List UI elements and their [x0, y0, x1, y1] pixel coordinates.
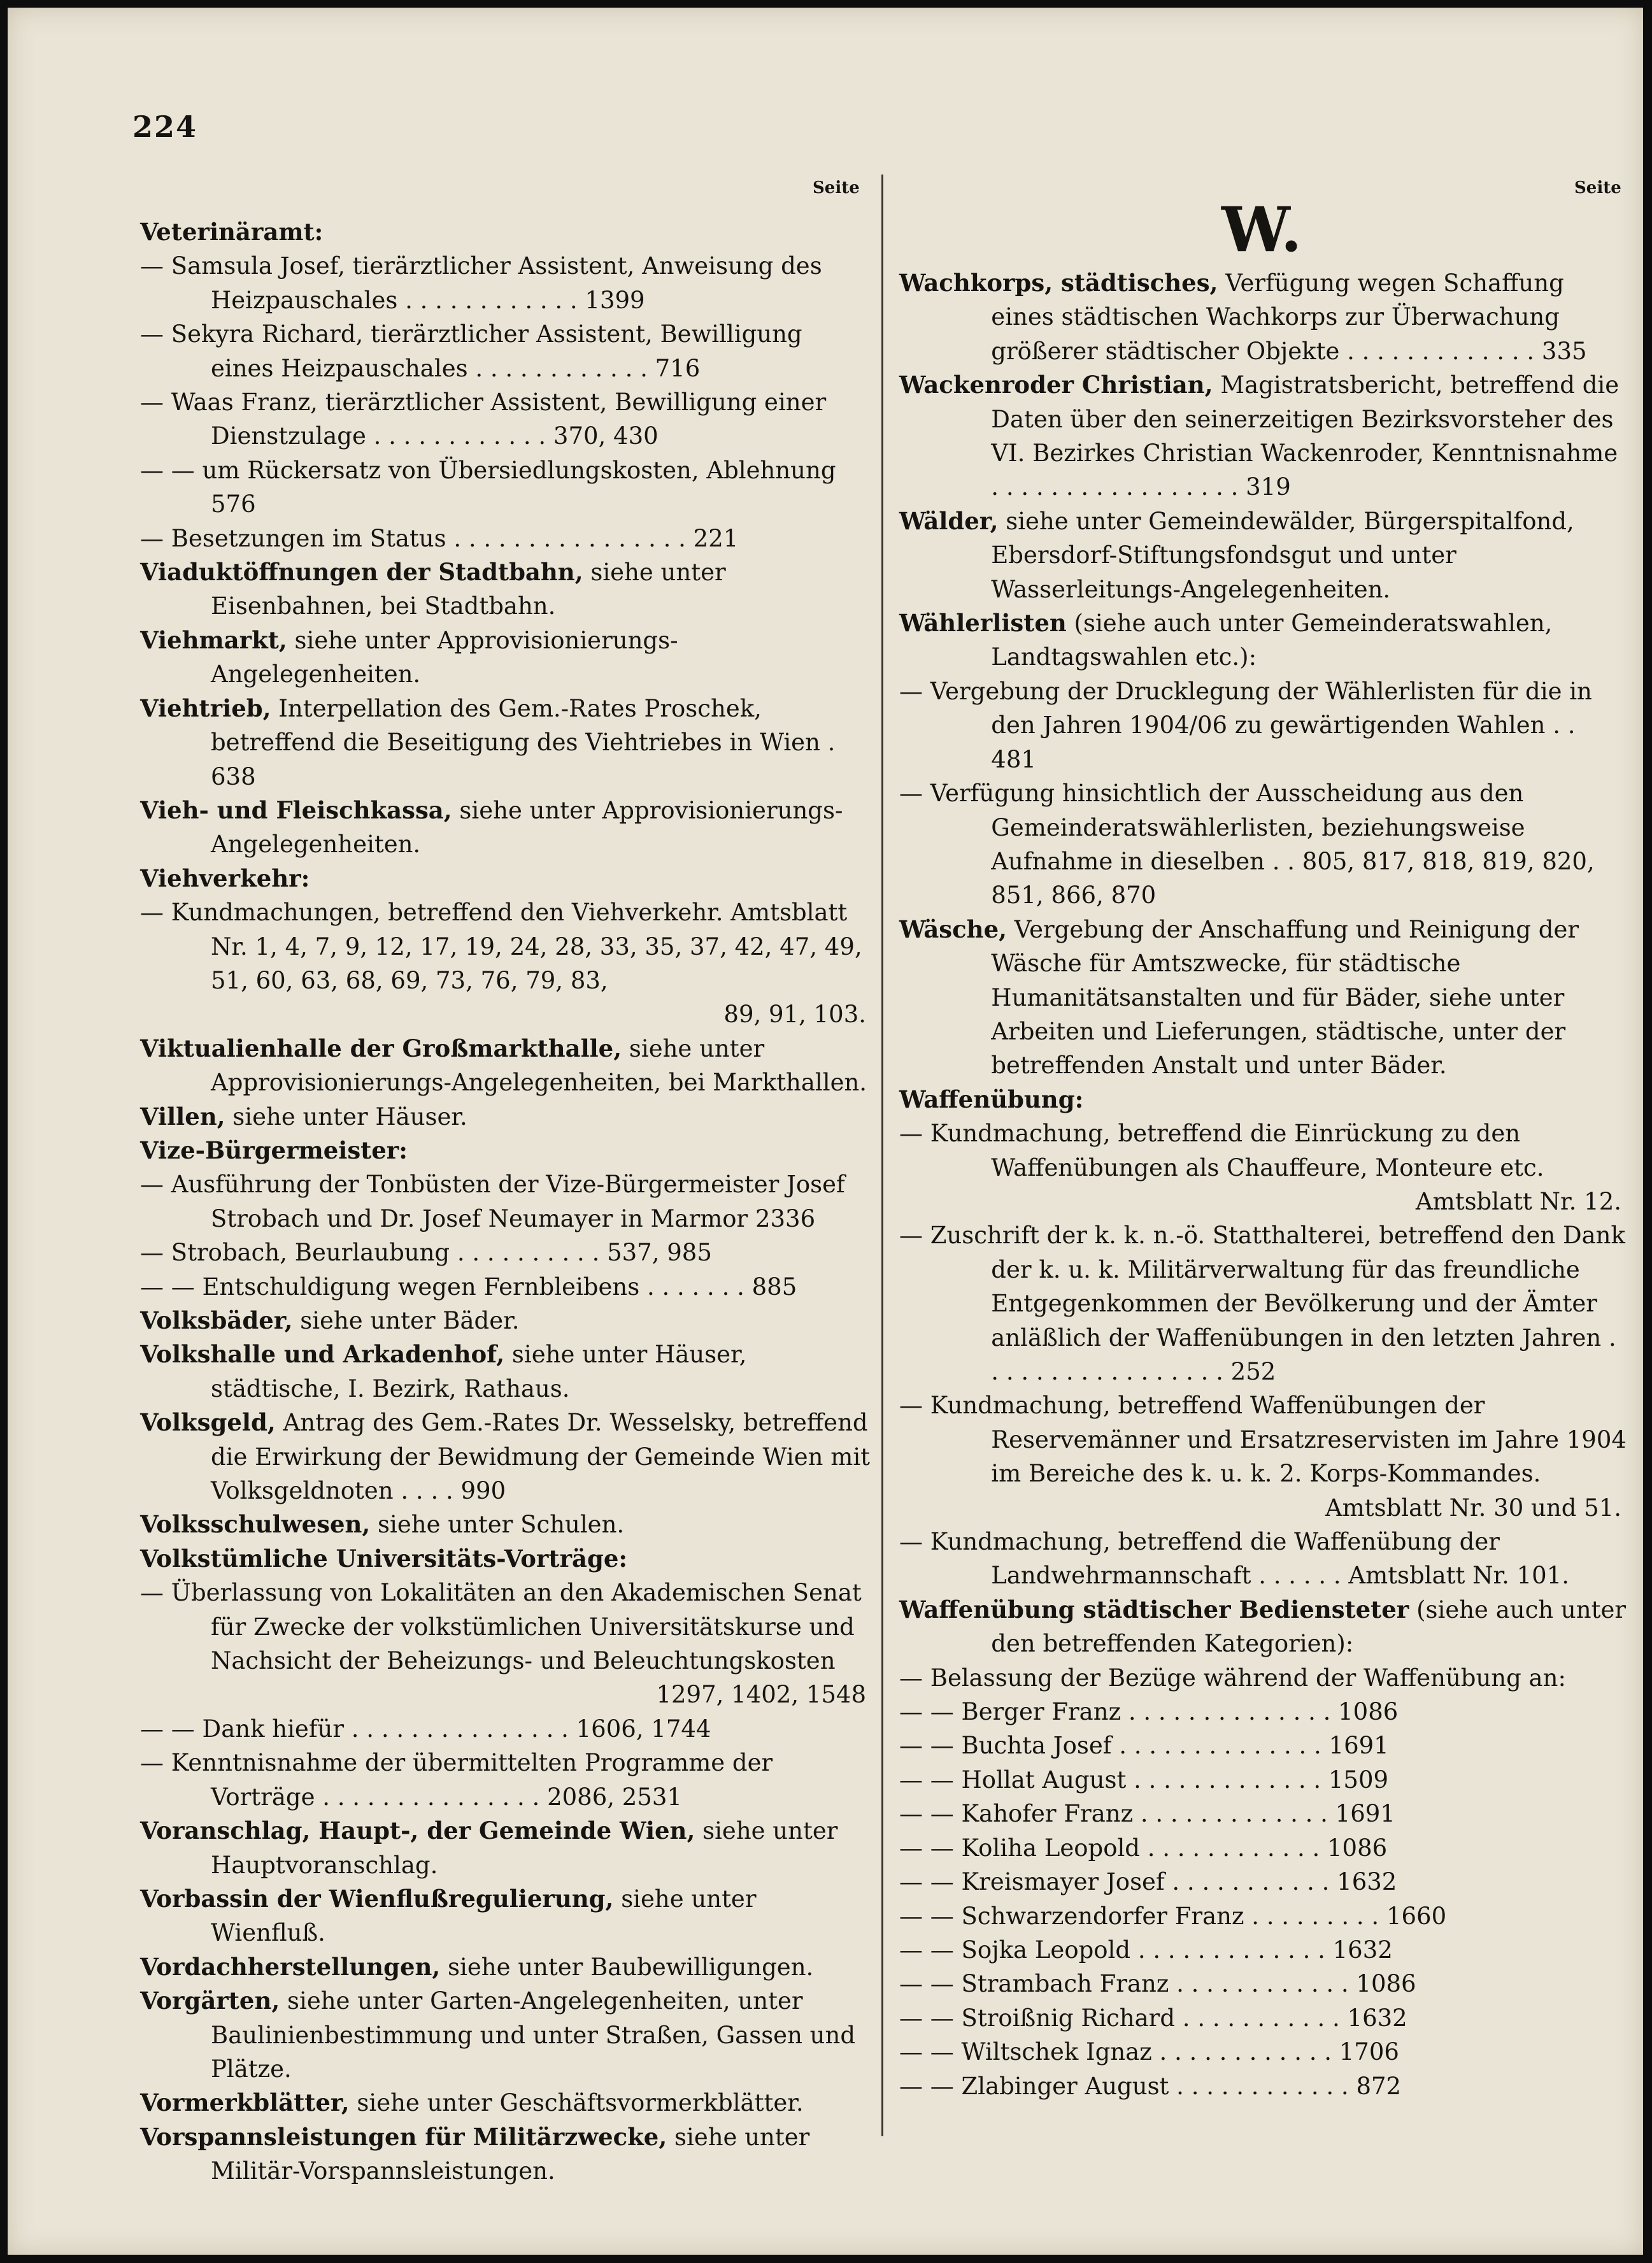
- entry-heading: Wählerlisten: [899, 609, 1067, 638]
- entry-text: siehe unter Militär-Vorspannsleistungen.: [211, 2123, 810, 2185]
- index-subentry: — Kundmachung, betreffend Waffenübungen der Reservemänner und Ersatzreservisten im Jahre 1904 im Bereiche des k. u. k. 2. Korps-Kommandes.: [899, 1392, 1627, 1488]
- index-entry: [140, 1882, 871, 1950]
- index-subentry: — — Wiltschek Ignaz . . . . . . . . . . . . 1706: [899, 2038, 1399, 2066]
- index-entry: [899, 266, 1627, 368]
- entry-text: siehe unter Häuser.: [225, 1103, 467, 1131]
- index-entry: [899, 606, 1627, 675]
- index-subentry: — — Stroißnig Richard . . . . . . . . . . . 1632: [899, 2004, 1407, 2032]
- entry-text: (siehe auch unter den betreffenden Kategorien):: [991, 1596, 1627, 1658]
- page-scan: [8, 8, 1643, 2255]
- index-entry: [140, 1032, 871, 1100]
- index-entry: [140, 1304, 871, 1338]
- index-section-heading: [899, 1083, 1627, 1117]
- index-entry: [140, 1338, 871, 1406]
- entry-text: siehe unter Geschäftsvormerkblätter.: [349, 2089, 804, 2117]
- section-letter: W.: [1221, 194, 1302, 266]
- index-entry: [140, 692, 871, 794]
- entry-heading: Voranschlag, Haupt-, der Gemeinde Wien,: [140, 1817, 695, 1845]
- index-subentry: — Sekyra Richard, tierärztlicher Assistent, Bewilligung eines Heizpauschales . . . . . . . . . . . . 716: [140, 320, 802, 382]
- entry-heading: Veterinäramt:: [140, 218, 324, 246]
- index-entry: [899, 913, 1627, 1083]
- entry-heading: Volksgeld,: [140, 1408, 276, 1437]
- index-entry: [140, 2086, 871, 2120]
- entry-text: Vergebung der Anschaffung und Reinigung der Wäsche für Amtszwecke, für städtische Humanitätsanstalten und für Bäder, siehe unter Arbeiten und Lieferungen, städtische, unter der betreffenden Anstalt und unter Bäder.: [991, 915, 1579, 1080]
- entry-heading: Vordachherstellungen,: [140, 1952, 441, 1981]
- index-continuation: 1297, 1402, 1548: [656, 1681, 866, 1709]
- index-subentry: — — Schwarzendorfer Franz . . . . . . . . . 1660: [899, 1902, 1447, 1930]
- index-entry: [140, 1508, 871, 1541]
- index-subentry: — Samsula Josef, tierärztlicher Assistent, Anweisung des Heizpauschales . . . . . . . . . . . . 1399: [140, 252, 822, 314]
- entry-text: Magistratsbericht, betreffend die Daten über den seinerzeitigen Bezirksvorsteher des VI. Bezirkes Christian Wackenroder, Kenntnisnahme . . . . . . . . . . . . . . . . . 319: [991, 371, 1620, 501]
- entry-heading: Viehmarkt,: [140, 625, 287, 654]
- index-subentry: — — Koliha Leopold . . . . . . . . . . . . 1086: [899, 1834, 1388, 1862]
- index-subentry: — Kundmachungen, betreffend den Viehverkehr. Amtsblatt Nr. 1, 4, 7, 9, 12, 17, 19, 24, 28, 33, 35, 37, 42, 47, 49, 51, 60, 63, 68, 69, 73, 76, 79, 83,: [140, 899, 862, 994]
- entry-heading: Viktualienhalle der Großmarkthalle,: [140, 1034, 622, 1062]
- index-subentry: — Zuschrift der k. k. n.-ö. Statthalterei, betreffend den Dank der k. u. k. Militärverwaltung für das freundliche Entgegenkommen der Bevölkerung und der Ämter anläßlich der Waffenübungen in den letzten Jahren . . . . . . . . . . . . . . . . . 252: [899, 1222, 1625, 1385]
- entry-text: siehe unter Garten-Angelegenheiten, unter Baulinienbestimmung und unter Straßen, Gassen und Plätze.: [211, 1987, 856, 2083]
- index-subentry: — — Strambach Franz . . . . . . . . . . . . 1086: [899, 1970, 1416, 1998]
- entry-text: siehe unter Bäder.: [292, 1307, 520, 1334]
- entry-text: siehe unter Wienfluß.: [211, 1885, 757, 1947]
- index-entry: [140, 2120, 871, 2188]
- entry-heading: Waffenübung:: [899, 1085, 1084, 1113]
- entry-heading: Vieh- und Fleischkassa,: [140, 796, 452, 824]
- index-section-heading: [140, 862, 871, 896]
- right-column: [899, 266, 1627, 2103]
- left-column: [140, 215, 871, 2188]
- entry-heading: Volkshalle und Arkadenhof,: [140, 1340, 505, 1369]
- index-subentry: — — Kahofer Franz . . . . . . . . . . . . . 1691: [899, 1800, 1395, 1828]
- index-subentry: — — Buchta Josef . . . . . . . . . . . . . . 1691: [899, 1732, 1389, 1760]
- entry-text: siehe unter Gemeindewälder, Bürgerspitalfond, Ebersdorf-Stiftungsfondsgut und unter Wasserleitungs-Angelegenheiten.: [991, 507, 1574, 603]
- index-subentry: — — Entschuldigung wegen Fernbleibens . . . . . . . 885: [140, 1273, 797, 1301]
- index-subentry: — — Hollat August . . . . . . . . . . . . . 1509: [899, 1766, 1389, 1794]
- index-subentry: — — um Rückersatz von Übersiedlungskosten, Ablehnung 576: [140, 456, 836, 518]
- entry-heading: Vormerkblätter,: [140, 2088, 350, 2117]
- entry-heading: Waffenübung städtischer Bediensteter: [899, 1595, 1409, 1624]
- entry-text: Verfügung wegen Schaffung eines städtischen Wachkorps zur Überwachung größerer städtischer Objekte . . . . . . . . . . . . . 335: [991, 269, 1587, 365]
- index-continuation: 89, 91, 103.: [723, 1001, 866, 1029]
- index-entry: [140, 1100, 871, 1134]
- entry-heading: Volksschulwesen,: [140, 1510, 371, 1539]
- index-entry: [140, 1406, 871, 1508]
- column-divider: [881, 175, 883, 2136]
- index-subentry: — Belassung der Bezüge während der Waffenübung an:: [899, 1664, 1566, 1692]
- entry-heading: Wälder,: [899, 506, 999, 535]
- index-section-heading: [140, 215, 871, 249]
- index-subentry: — Kenntnisnahme der übermittelten Programme der Vorträge . . . . . . . . . . . . . . . 2086, 2531: [140, 1749, 773, 1811]
- entry-heading: Volkstümliche Universitäts-Vorträge:: [140, 1544, 628, 1573]
- index-subentry: — Kundmachung, betreffend die Einrückung zu den Waffenübungen als Chauffeure, Monteure etc.: [899, 1120, 1544, 1181]
- index-entry: [140, 555, 871, 624]
- index-subentry: — — Zlabinger August . . . . . . . . . . . . 872: [899, 2072, 1402, 2100]
- index-entry: [140, 624, 871, 692]
- entry-heading: Viehtrieb,: [140, 694, 271, 722]
- entry-text: (siehe auch unter Gemeinderatswahlen, Landtagswahlen etc.):: [991, 610, 1553, 671]
- index-entry: [899, 368, 1627, 504]
- index-entry: [140, 1814, 871, 1882]
- entry-text: siehe unter Baubewilligungen.: [440, 1953, 814, 1981]
- entry-text: siehe unter Approvisionierungs-Angelegenheiten, bei Markthallen.: [211, 1034, 867, 1097]
- index-subentry: — — Berger Franz . . . . . . . . . . . . . . 1086: [899, 1698, 1399, 1726]
- entry-heading: Vorspannsleistungen für Militärzwecke,: [140, 2122, 667, 2151]
- entry-heading: Vorbassin der Wienflußregulierung,: [140, 1884, 614, 1913]
- index-entry: [140, 794, 871, 862]
- entry-heading: Viaduktöffnungen der Stadtbahn,: [140, 558, 583, 587]
- index-subentry: — — Kreismayer Josef . . . . . . . . . . . 1632: [899, 1868, 1397, 1896]
- entry-text: siehe unter Hauptvoranschlag.: [211, 1817, 838, 1879]
- entry-heading: Wäsche,: [899, 915, 1007, 943]
- index-section-heading: [140, 1542, 871, 1576]
- index-entry: [899, 504, 1627, 606]
- index-continuation: Amtsblatt Nr. 12.: [1415, 1187, 1621, 1215]
- index-subentry: — Vergebung der Drucklegung der Wählerlisten für die in den Jahren 1904/06 zu gewärtigenden Wahlen . . 481: [899, 677, 1592, 773]
- entry-text: Interpellation des Gem.-Rates Proschek, betreffend die Beseitigung des Viehtriebes in Wien . 638: [211, 694, 836, 790]
- entry-text: siehe unter Schulen.: [370, 1511, 625, 1539]
- index-subentry: — Waas Franz, tierärztlicher Assistent, Bewilligung einer Dienstzulage . . . . . . . . . . . . 370, 430: [140, 389, 827, 450]
- entry-text: siehe unter Eisenbahnen, bei Stadtbahn.: [211, 559, 726, 620]
- entry-heading: Villen,: [140, 1102, 225, 1131]
- index-section-heading: [140, 1134, 871, 1167]
- index-subentry: — Ausführung der Tonbüsten der Vize-Bürgermeister Josef Strobach und Dr. Josef Neumayer in Marmor 2336: [140, 1171, 845, 1232]
- entry-text: Antrag des Gem.-Rates Dr. Wesselsky, betreffend die Erwirkung der Bewidmung der Gemeinde Wien mit Volksgeldnoten . . . . 990: [211, 1409, 871, 1505]
- entry-heading: Vize-Bürgermeister:: [140, 1136, 408, 1164]
- index-subentry: — Verfügung hinsichtlich der Ausscheidung aus den Gemeinderatswählerlisten, beziehungsweise Aufnahme in dieselben . . 805, 817, 818, 819, 820, 851, 866, 870: [899, 780, 1595, 910]
- seite-label-right: Seite: [1574, 178, 1621, 197]
- index-subentry: — — Dank hiefür . . . . . . . . . . . . . . . 1606, 1744: [140, 1715, 711, 1743]
- seite-label-left: Seite: [813, 178, 860, 197]
- entry-heading: Wachkorps, städtisches,: [899, 269, 1218, 297]
- index-entry: [140, 1984, 871, 2086]
- entry-text: siehe unter Approvisionierungs-Angelegenheiten.: [211, 626, 678, 689]
- page-number: 224: [132, 110, 198, 144]
- index-subentry: — Besetzungen im Status . . . . . . . . . . . . . . . . 221: [140, 524, 739, 552]
- entry-text: siehe unter Häuser, städtische, I. Bezirk, Rathaus.: [211, 1341, 747, 1403]
- index-subentry: — Strobach, Beurlaubung . . . . . . . . . . 537, 985: [140, 1239, 712, 1267]
- entry-heading: Viehverkehr:: [140, 864, 310, 892]
- entry-heading: Volksbäder,: [140, 1306, 293, 1334]
- entry-heading: Vorgärten,: [140, 1987, 280, 2015]
- index-subentry: — — Sojka Leopold . . . . . . . . . . . . . 1632: [899, 1936, 1393, 1964]
- index-continuation: Amtsblatt Nr. 30 und 51.: [1325, 1494, 1621, 1522]
- index-entry: [140, 1950, 871, 1984]
- index-entry: [899, 1593, 1627, 1661]
- entry-text: siehe unter Approvisionierungs-Angelegenheiten.: [211, 796, 843, 859]
- index-subentry: — Überlassung von Lokalitäten an den Akademischen Senat für Zwecke der volkstümlichen Universitätskurse und Nachsicht der Beheizungs- und Beleuchtungskosten: [140, 1579, 862, 1675]
- index-subentry: — Kundmachung, betreffend die Waffenübung der Landwehrmannschaft . . . . . . Amtsblatt Nr. 101.: [899, 1528, 1570, 1590]
- entry-heading: Wackenroder Christian,: [899, 371, 1213, 399]
